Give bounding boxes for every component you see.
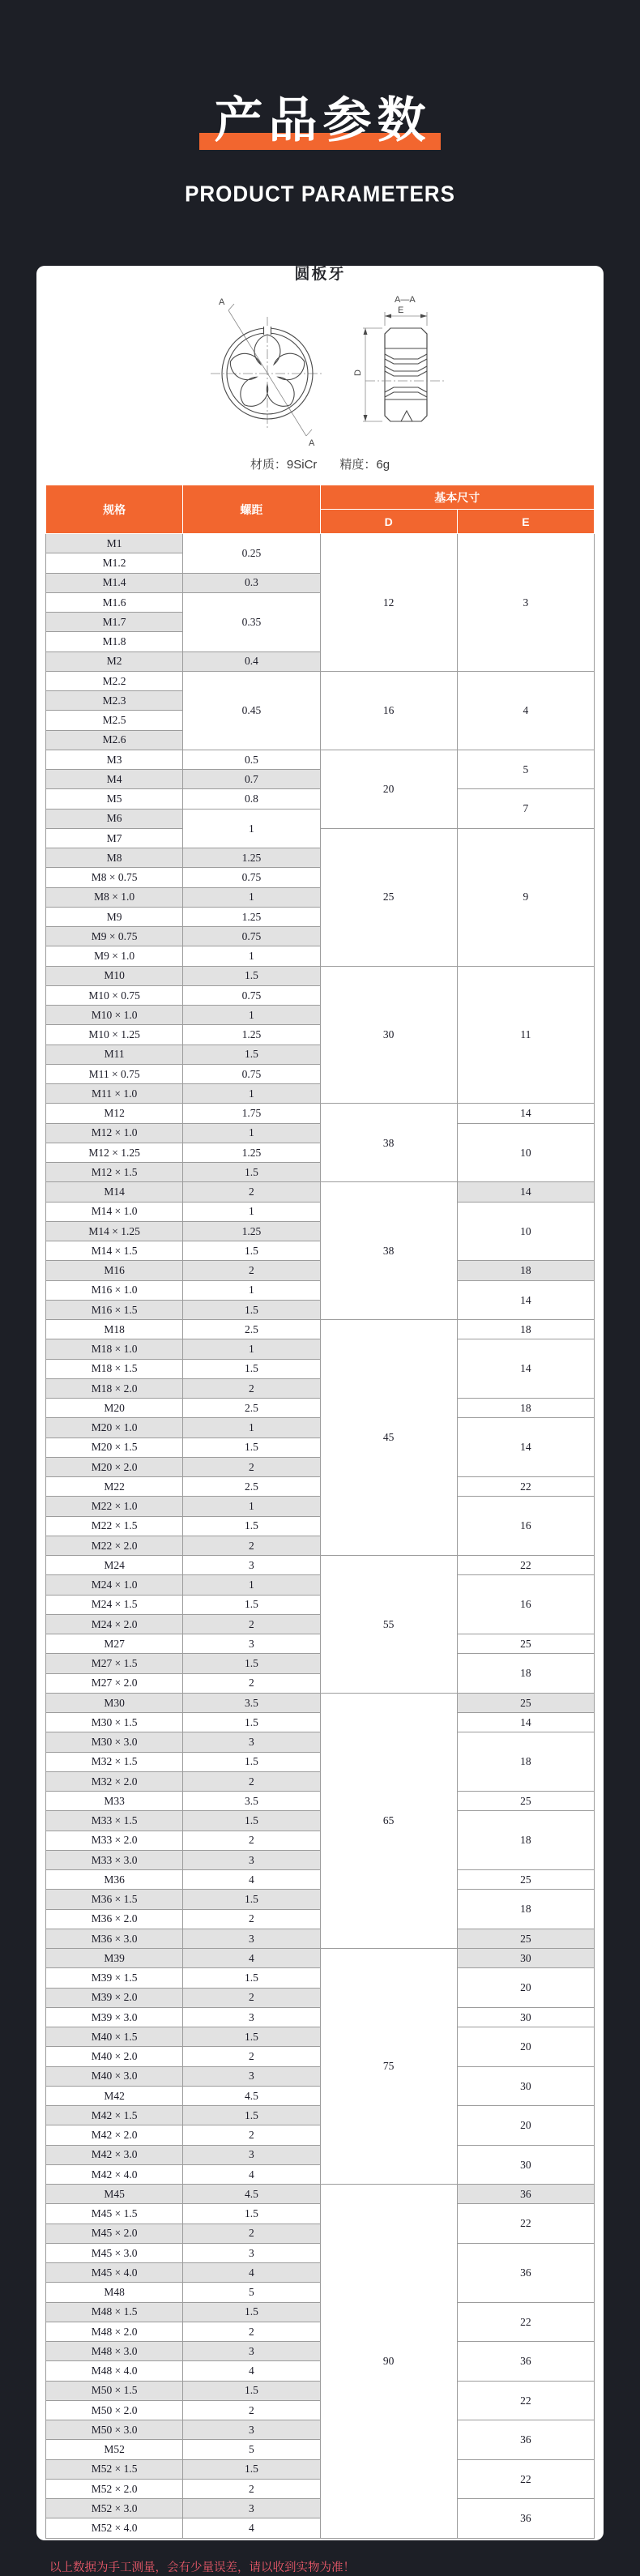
- spec-cell: M2: [46, 651, 183, 671]
- pitch-cell: 1: [183, 1339, 320, 1359]
- e-cell: 14: [457, 1418, 594, 1477]
- pitch-cell: 1.75: [183, 1104, 320, 1123]
- pitch-cell: 3: [183, 1850, 320, 1869]
- e-cell: 3: [457, 534, 594, 672]
- spec-cell: M20: [46, 1399, 183, 1418]
- pitch-cell: 1.5: [183, 1890, 320, 1909]
- pitch-cell: 2: [183, 1261, 320, 1280]
- pitch-cell: 2: [183, 2400, 320, 2420]
- spec-cell: M52 × 1.5: [46, 2459, 183, 2479]
- col-header-e: E: [457, 510, 594, 534]
- e-cell: 22: [457, 2459, 594, 2499]
- pitch-cell: 0.75: [183, 985, 320, 1005]
- spec-cell: M16 × 1.0: [46, 1280, 183, 1300]
- e-cell: 36: [457, 2243, 594, 2302]
- spec-cell: M12: [46, 1104, 183, 1123]
- spec-cell: M1.7: [46, 613, 183, 632]
- pitch-cell: 5: [183, 2440, 320, 2459]
- d-cell: 25: [320, 828, 457, 966]
- e-cell: 25: [457, 1693, 594, 1712]
- pitch-cell: 2: [183, 2047, 320, 2066]
- pitch-cell: 0.4: [183, 651, 320, 671]
- pitch-cell: 4: [183, 1949, 320, 1968]
- table-row: [46, 1320, 595, 1339]
- pitch-cell: 2: [183, 2479, 320, 2498]
- pitch-cell: 1.5: [183, 1044, 320, 1064]
- e-cell: 11: [457, 966, 594, 1104]
- spec-cell: M9: [46, 907, 183, 926]
- table-row: [46, 2185, 595, 2204]
- view-label-a-bottom: A: [309, 438, 315, 448]
- spec-cell: M2.6: [46, 730, 183, 750]
- pitch-cell: 2: [183, 1771, 320, 1791]
- pitch-cell: 1.5: [183, 2027, 320, 2047]
- spec-cell: M8 × 0.75: [46, 868, 183, 887]
- pitch-cell: 2.5: [183, 1320, 320, 1339]
- spec-cell: M1.6: [46, 592, 183, 612]
- spec-cell: M4: [46, 770, 183, 789]
- e-cell: 16: [457, 1497, 594, 1556]
- pitch-cell: 2: [183, 1614, 320, 1634]
- e-cell: 14: [457, 1339, 594, 1399]
- pitch-cell: 1: [183, 1280, 320, 1300]
- pitch-cell: 4: [183, 2361, 320, 2381]
- table-row: [46, 1693, 595, 1712]
- pitch-cell: 3: [183, 2420, 320, 2440]
- spec-cell: M50 × 1.5: [46, 2381, 183, 2400]
- e-cell: 20: [457, 2027, 594, 2067]
- pitch-cell: 1.25: [183, 907, 320, 926]
- e-cell: 18: [457, 1654, 594, 1694]
- spec-cell: M33 × 1.5: [46, 1811, 183, 1831]
- e-cell: 7: [457, 789, 594, 829]
- spec-cell: M11: [46, 1044, 183, 1064]
- pitch-cell: 0.75: [183, 1064, 320, 1083]
- pitch-cell: 0.75: [183, 927, 320, 946]
- spec-cell: M50 × 2.0: [46, 2400, 183, 2420]
- spec-cell: M12 × 1.25: [46, 1143, 183, 1162]
- d-cell: 12: [320, 534, 457, 672]
- pitch-cell: 1.5: [183, 1438, 320, 1457]
- e-cell: 18: [457, 1261, 594, 1280]
- spec-cell: M52 × 4.0: [46, 2518, 183, 2538]
- pitch-cell: 3.5: [183, 1792, 320, 1811]
- spec-cell: M36 × 2.0: [46, 1909, 183, 1929]
- pitch-cell: 1.25: [183, 1025, 320, 1044]
- content-card: [36, 266, 604, 2574]
- spec-table-body: [46, 534, 595, 2539]
- spec-cell: M3: [46, 750, 183, 769]
- spec-table-head: [46, 485, 595, 534]
- table-row: [46, 1949, 595, 1968]
- pitch-cell: 4: [183, 2263, 320, 2283]
- pitch-cell: 1.5: [183, 1359, 320, 1378]
- d-cell: 20: [320, 750, 457, 828]
- e-cell: 36: [457, 2185, 594, 2204]
- pitch-cell: 0.45: [183, 671, 320, 750]
- spec-cell: M14 × 1.5: [46, 1241, 183, 1261]
- pitch-cell: 2: [183, 1536, 320, 1555]
- e-cell: 22: [457, 1556, 594, 1575]
- spec-cell: M22 × 1.0: [46, 1497, 183, 1516]
- product-name: 圆板牙: [294, 266, 346, 283]
- section-view: [353, 295, 446, 421]
- pitch-cell: 1: [183, 1497, 320, 1516]
- spec-cell: M18 × 1.5: [46, 1359, 183, 1378]
- table-row: [46, 750, 595, 769]
- precision-label: 精度：: [339, 458, 377, 472]
- pitch-cell: 0.5: [183, 750, 320, 769]
- spec-cell: M45 × 1.5: [46, 2204, 183, 2224]
- pitch-cell: 4: [183, 1870, 320, 1890]
- spec-cell: M14 × 1.0: [46, 1202, 183, 1221]
- view-label-a-top: A: [219, 297, 225, 307]
- page-title: 产品参数: [214, 93, 432, 147]
- spec-cell: M8: [46, 848, 183, 868]
- spec-cell: M7: [46, 828, 183, 848]
- spec-cell: M52 × 3.0: [46, 2499, 183, 2518]
- pitch-cell: 1.5: [183, 1241, 320, 1261]
- spec-cell: M2.2: [46, 671, 183, 690]
- d-cell: 38: [320, 1182, 457, 1320]
- dim-d-label: D: [353, 370, 363, 376]
- spec-cell: M11 × 1.0: [46, 1084, 183, 1104]
- pitch-cell: 1.5: [183, 1654, 320, 1673]
- pitch-cell: 2: [183, 1831, 320, 1850]
- pitch-cell: 0.3: [183, 573, 320, 592]
- spec-cell: M9 × 1.0: [46, 946, 183, 966]
- spec-cell: M48 × 1.5: [46, 2302, 183, 2322]
- spec-cell: M1: [46, 534, 183, 553]
- pitch-cell: 1: [183, 887, 320, 907]
- e-cell: 22: [457, 2381, 594, 2420]
- spec-cell: M5: [46, 789, 183, 809]
- e-cell: 30: [457, 2066, 594, 2106]
- spec-cell: M42 × 3.0: [46, 2145, 183, 2164]
- spec-cell: M1.2: [46, 553, 183, 573]
- pitch-cell: 2: [183, 1457, 320, 1476]
- page-title-wrap: [209, 91, 432, 150]
- pitch-cell: 0.75: [183, 868, 320, 887]
- pitch-cell: 1: [183, 946, 320, 966]
- e-cell: 10: [457, 1123, 594, 1182]
- table-row: [46, 966, 595, 985]
- spec-cell: M39 × 3.0: [46, 2007, 183, 2027]
- table-row: [46, 671, 595, 690]
- spec-cell: M45: [46, 2185, 183, 2204]
- e-cell: 18: [457, 1811, 594, 1870]
- e-cell: 25: [457, 1792, 594, 1811]
- spec-cell: M12 × 1.0: [46, 1123, 183, 1143]
- spec-cell: M48 × 2.0: [46, 2322, 183, 2341]
- col-header-d: D: [320, 510, 457, 534]
- pitch-cell: 1.5: [183, 1752, 320, 1771]
- precision-value: 6g: [376, 458, 390, 472]
- table-row: [46, 1182, 595, 1202]
- spec-cell: M52 × 2.0: [46, 2479, 183, 2498]
- spec-cell: M33 × 3.0: [46, 1850, 183, 1869]
- d-cell: 30: [320, 966, 457, 1104]
- spec-cell: M24 × 1.5: [46, 1595, 183, 1614]
- spec-cell: M24: [46, 1556, 183, 1575]
- spec-cell: M36 × 3.0: [46, 1929, 183, 1948]
- spec-cell: M1.8: [46, 632, 183, 651]
- pitch-cell: 5: [183, 2283, 320, 2302]
- spec-cell: M33: [46, 1792, 183, 1811]
- spec-cell: M33 × 2.0: [46, 1831, 183, 1850]
- pitch-cell: 1.25: [183, 1143, 320, 1162]
- pitch-cell: 4: [183, 2518, 320, 2538]
- spec-cell: M2.3: [46, 691, 183, 711]
- spec-cell: M18 × 2.0: [46, 1378, 183, 1398]
- e-cell: 16: [457, 1575, 594, 1634]
- pitch-cell: 2: [183, 1988, 320, 2007]
- d-cell: 45: [320, 1320, 457, 1556]
- spec-cell: M20 × 1.0: [46, 1418, 183, 1438]
- pitch-cell: 2.5: [183, 1399, 320, 1418]
- pitch-cell: 3: [183, 1556, 320, 1575]
- spec-cell: M10 × 0.75: [46, 985, 183, 1005]
- spec-cell: M42: [46, 2086, 183, 2105]
- spec-cell: M39 × 1.5: [46, 1968, 183, 1988]
- pitch-cell: 2: [183, 1673, 320, 1693]
- spec-cell: M32 × 1.5: [46, 1752, 183, 1771]
- pitch-cell: 2: [183, 1909, 320, 1929]
- pitch-cell: 0.8: [183, 789, 320, 809]
- col-header-pitch: 螺距: [183, 485, 320, 534]
- pitch-cell: 3: [183, 2243, 320, 2262]
- spec-cell: M40 × 2.0: [46, 2047, 183, 2066]
- spec-cell: M45 × 3.0: [46, 2243, 183, 2262]
- e-cell: 36: [457, 2342, 594, 2382]
- spec-cell: M27: [46, 1634, 183, 1654]
- spec-cell: M52: [46, 2440, 183, 2459]
- spec-cell: M22 × 1.5: [46, 1516, 183, 1536]
- e-cell: 25: [457, 1929, 594, 1948]
- pitch-cell: 1: [183, 1084, 320, 1104]
- material-precision-line: [36, 457, 604, 473]
- d-cell: 75: [320, 1949, 457, 2185]
- spec-cell: M45 × 4.0: [46, 2263, 183, 2283]
- spec-cell: M14: [46, 1182, 183, 1202]
- spec-cell: M14 × 1.25: [46, 1221, 183, 1241]
- pitch-cell: 4.5: [183, 2086, 320, 2105]
- spec-cell: M22 × 2.0: [46, 1536, 183, 1555]
- table-row: [46, 534, 595, 553]
- spec-cell: M27 × 2.0: [46, 1673, 183, 1693]
- pitch-cell: 3: [183, 2342, 320, 2361]
- e-cell: 30: [457, 2145, 594, 2185]
- spec-table: [45, 485, 595, 2539]
- pitch-cell: 1.25: [183, 1221, 320, 1241]
- spec-cell: M24 × 2.0: [46, 1614, 183, 1634]
- col-header-spec: 规格: [46, 485, 183, 534]
- pitch-cell: 3.5: [183, 1693, 320, 1712]
- pitch-cell: 2: [183, 1378, 320, 1398]
- pitch-cell: 4: [183, 2164, 320, 2184]
- spec-cell: M36: [46, 1870, 183, 1890]
- e-cell: 30: [457, 1949, 594, 1968]
- spec-cell: M16: [46, 1261, 183, 1280]
- e-cell: 18: [457, 1890, 594, 1929]
- e-cell: 22: [457, 1477, 594, 1497]
- dim-e-label: E: [398, 305, 404, 315]
- pitch-cell: 1.25: [183, 848, 320, 868]
- pitch-cell: 1: [183, 809, 320, 848]
- spec-cell: M42 × 1.5: [46, 2106, 183, 2125]
- pitch-cell: 1.5: [183, 2302, 320, 2322]
- pitch-cell: 0.7: [183, 770, 320, 789]
- spec-cell: M10 × 1.25: [46, 1025, 183, 1044]
- spec-cell: M6: [46, 809, 183, 828]
- pitch-cell: 0.35: [183, 592, 320, 651]
- material-value: 9SiCr: [286, 458, 318, 472]
- hero-header: [0, 0, 640, 221]
- e-cell: 36: [457, 2499, 594, 2539]
- spec-cell: M20 × 2.0: [46, 1457, 183, 1476]
- pitch-cell: 3: [183, 1634, 320, 1654]
- front-view: [211, 297, 324, 448]
- spec-cell: M36 × 1.5: [46, 1890, 183, 1909]
- pitch-cell: 1: [183, 1418, 320, 1438]
- pitch-cell: 1: [183, 1123, 320, 1143]
- spec-cell: M39: [46, 1949, 183, 1968]
- spec-cell: M24 × 1.0: [46, 1575, 183, 1595]
- pitch-cell: 3: [183, 2499, 320, 2518]
- spec-cell: M45 × 2.0: [46, 2224, 183, 2243]
- e-cell: 18: [457, 1399, 594, 1418]
- e-cell: 14: [457, 1713, 594, 1732]
- spec-cell: M1.4: [46, 573, 183, 592]
- pitch-cell: 3: [183, 2066, 320, 2086]
- spec-cell: M16 × 1.5: [46, 1300, 183, 1319]
- e-cell: 10: [457, 1202, 594, 1261]
- pitch-cell: 1.5: [183, 1968, 320, 1988]
- spec-cell: M18 × 1.0: [46, 1339, 183, 1359]
- spec-cell: M48 × 4.0: [46, 2361, 183, 2381]
- pitch-cell: 1.5: [183, 1163, 320, 1182]
- pitch-cell: 1.5: [183, 1713, 320, 1732]
- spec-cell: M30: [46, 1693, 183, 1712]
- e-cell: 18: [457, 1320, 594, 1339]
- pitch-cell: 3: [183, 1732, 320, 1752]
- e-cell: 14: [457, 1182, 594, 1202]
- pitch-cell: 4.5: [183, 2185, 320, 2204]
- pitch-cell: 1.5: [183, 966, 320, 985]
- pitch-cell: 1.5: [183, 1300, 320, 1319]
- pitch-cell: 2: [183, 2224, 320, 2243]
- table-row: [46, 1104, 595, 1123]
- spec-cell: M40 × 3.0: [46, 2066, 183, 2086]
- pitch-cell: 1: [183, 1006, 320, 1025]
- e-cell: 14: [457, 1104, 594, 1123]
- e-cell: 9: [457, 828, 594, 966]
- pitch-cell: 1.5: [183, 2459, 320, 2479]
- spec-cell: M50 × 3.0: [46, 2420, 183, 2440]
- spec-cell: M40 × 1.5: [46, 2027, 183, 2047]
- e-cell: 4: [457, 671, 594, 750]
- pitch-cell: 2.5: [183, 1477, 320, 1497]
- pitch-cell: 1.5: [183, 2106, 320, 2125]
- technical-drawing: [150, 290, 490, 452]
- e-cell: 20: [457, 2106, 594, 2146]
- d-cell: 90: [320, 2185, 457, 2539]
- spec-cell: M48: [46, 2283, 183, 2302]
- spec-cell: M48 × 3.0: [46, 2342, 183, 2361]
- spec-cell: M12 × 1.5: [46, 1163, 183, 1182]
- spec-cell: M27 × 1.5: [46, 1654, 183, 1673]
- pitch-cell: 1.5: [183, 1595, 320, 1614]
- e-cell: 5: [457, 750, 594, 789]
- table-row: [46, 1556, 595, 1575]
- pitch-cell: 1: [183, 1575, 320, 1595]
- spec-cell: M30 × 3.0: [46, 1732, 183, 1752]
- spec-cell: M11 × 0.75: [46, 1064, 183, 1083]
- spec-cell: M42 × 4.0: [46, 2164, 183, 2184]
- spec-cell: M9 × 0.75: [46, 927, 183, 946]
- spec-cell: M8 × 1.0: [46, 887, 183, 907]
- page-subtitle: PRODUCT PARAMETERS: [185, 181, 455, 207]
- d-cell: 55: [320, 1556, 457, 1694]
- pitch-cell: 1: [183, 1202, 320, 1221]
- e-cell: 30: [457, 2007, 594, 2027]
- pitch-cell: 3: [183, 2007, 320, 2027]
- e-cell: 25: [457, 1634, 594, 1654]
- e-cell: 36: [457, 2420, 594, 2460]
- footer-note: 以上数据为手工测量，会有少量误差，请以收到实物为准！: [49, 2561, 355, 2574]
- spec-cell: M22: [46, 1477, 183, 1497]
- pitch-cell: 3: [183, 1929, 320, 1948]
- pitch-cell: 1.5: [183, 1811, 320, 1831]
- section-label: A—A: [395, 295, 416, 305]
- e-cell: 22: [457, 2204, 594, 2244]
- spec-cell: M39 × 2.0: [46, 1988, 183, 2007]
- pitch-cell: 1.5: [183, 2381, 320, 2400]
- pitch-cell: 2: [183, 2322, 320, 2341]
- spec-cell: M30 × 1.5: [46, 1713, 183, 1732]
- pitch-cell: 2: [183, 2125, 320, 2145]
- d-cell: 65: [320, 1693, 457, 1948]
- die-drawing-svg: [150, 290, 490, 448]
- pitch-cell: 0.25: [183, 534, 320, 574]
- e-cell: 20: [457, 1968, 594, 2008]
- pitch-cell: 1.5: [183, 2204, 320, 2224]
- material-label: 材质：: [250, 458, 287, 472]
- pitch-cell: 3: [183, 2145, 320, 2164]
- pitch-cell: 2: [183, 1182, 320, 1202]
- table-row: [46, 828, 595, 848]
- spec-cell: M18: [46, 1320, 183, 1339]
- spec-cell: M10: [46, 966, 183, 985]
- col-header-basic: 基本尺寸: [320, 485, 595, 510]
- spec-cell: M32 × 2.0: [46, 1771, 183, 1791]
- pitch-cell: 1.5: [183, 1516, 320, 1536]
- spec-cell: M42 × 2.0: [46, 2125, 183, 2145]
- spec-cell: M10 × 1.0: [46, 1006, 183, 1025]
- d-cell: 16: [320, 671, 457, 750]
- spec-cell: M2.5: [46, 711, 183, 730]
- e-cell: 18: [457, 1732, 594, 1792]
- d-cell: 38: [320, 1104, 457, 1182]
- e-cell: 25: [457, 1870, 594, 1890]
- e-cell: 22: [457, 2302, 594, 2342]
- e-cell: 14: [457, 1280, 594, 1320]
- spec-cell: M20 × 1.5: [46, 1438, 183, 1457]
